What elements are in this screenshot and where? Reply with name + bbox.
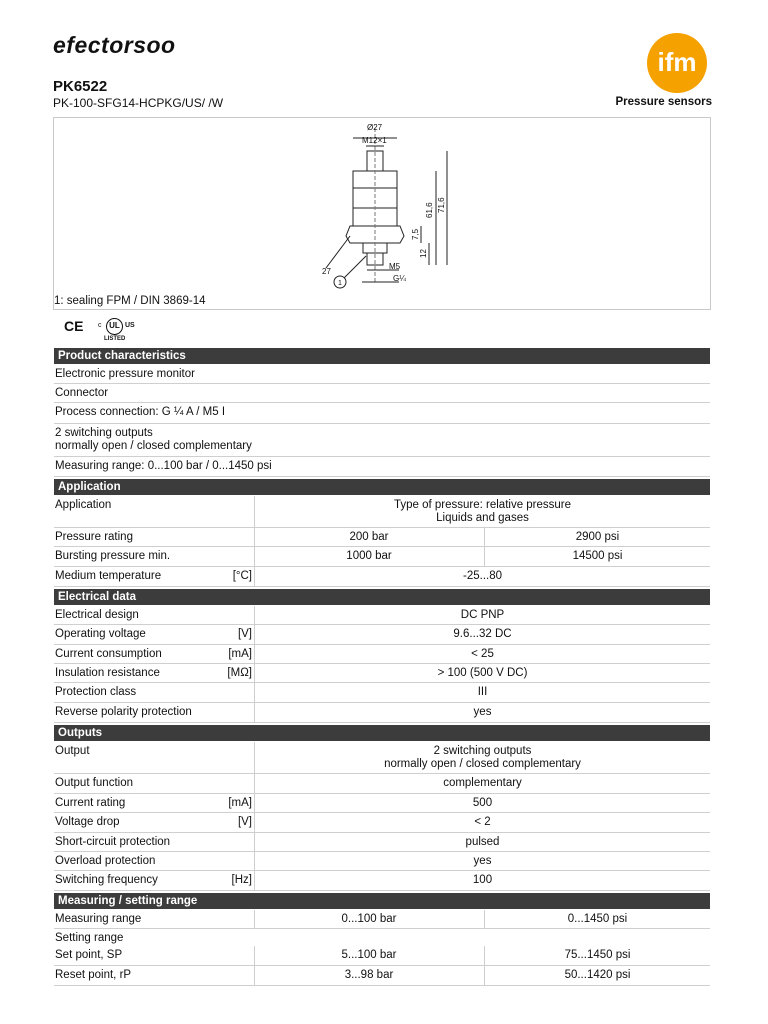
table-row — [54, 457, 710, 477]
section-application: Application — [54, 479, 710, 495]
table-row — [54, 813, 710, 833]
table-row — [54, 852, 710, 871]
table-row — [54, 424, 710, 457]
row-label: Operating voltage — [55, 628, 146, 640]
row-unit: [V] — [237, 816, 252, 828]
row-label: Electrical design — [55, 609, 139, 621]
row-value: complementary — [254, 774, 710, 794]
row-value-bar: 3...98 bar — [254, 966, 483, 986]
table-row — [54, 645, 710, 664]
table-row — [54, 929, 710, 946]
table-row — [54, 567, 710, 587]
row-value-psi: 50...1420 psi — [484, 966, 710, 986]
row-unit: [V] — [237, 628, 252, 640]
row-value: 2 switching outputs normally open / closed complementary — [254, 742, 710, 774]
dim-27: 27 — [322, 267, 331, 276]
section-electrical-data: Electrical data — [54, 589, 710, 605]
dim-m5: M5 — [389, 262, 401, 271]
table-row — [54, 365, 710, 384]
row-value: DC PNP — [254, 606, 710, 625]
row-unit: [mA] — [228, 648, 252, 660]
row-value-psi: 14500 psi — [484, 547, 710, 567]
row-unit: [Hz] — [231, 874, 252, 886]
row-value-bar: 200 bar — [254, 528, 483, 547]
row-value: Type of pressure: relative pressure Liquids and gases — [254, 496, 710, 528]
table-row — [54, 403, 710, 424]
ifm-logo — [647, 33, 707, 93]
row-label: Protection class — [55, 686, 137, 698]
table-row — [54, 606, 710, 625]
row-unit: [MΩ] — [227, 667, 252, 679]
dim-diameter: Ø27 — [367, 123, 383, 132]
row-value-psi: 0...1450 psi — [484, 910, 710, 929]
callout-number: 1 — [338, 280, 342, 287]
row-label: Measuring range — [55, 913, 142, 925]
section-measuring-setting-range: Measuring / setting range — [54, 893, 710, 909]
row-label: Short-circuit protection — [55, 836, 171, 848]
row-label: Connector — [55, 387, 109, 399]
dim-61-6: 61,6 — [425, 202, 434, 218]
ul-listed-mark — [98, 318, 134, 344]
row-label: Measuring range: 0...100 bar / 0...1450 psi — [55, 460, 272, 472]
row-value: < 2 — [254, 813, 710, 833]
row-label: Reverse polarity protection — [55, 706, 192, 718]
row-label: Voltage drop — [55, 816, 120, 828]
row-label: Application — [55, 499, 112, 511]
section-product-characteristics: Product characteristics — [54, 348, 710, 364]
logo-text: ifm — [657, 47, 697, 77]
row-value: yes — [254, 852, 710, 871]
table-row — [54, 833, 710, 852]
table-row — [54, 703, 710, 723]
ul-c: c — [98, 322, 102, 329]
row-value: pulsed — [254, 833, 710, 852]
row-value: 9.6...32 DC — [254, 625, 710, 645]
dimension-drawing — [53, 117, 711, 310]
row-unit: [°C] — [232, 570, 252, 582]
row-label: Electronic pressure monitor — [55, 368, 195, 380]
row-label: Medium temperature — [55, 570, 162, 582]
part-code: PK-100-SFG14-HCPKG/US/ /W — [53, 96, 224, 110]
part-number: PK6522 — [53, 78, 108, 95]
dim-g-quarter: G¼ — [393, 274, 406, 283]
row-value: 100 — [254, 871, 710, 891]
row-label: Insulation resistance — [55, 667, 160, 679]
sensor-drawing — [54, 118, 712, 311]
table-row — [54, 625, 710, 645]
row-value: > 100 (500 V DC) — [254, 664, 710, 683]
table-row — [54, 966, 710, 986]
dim-12: 12 — [419, 249, 428, 258]
table-row — [54, 774, 710, 794]
table-row — [54, 946, 710, 966]
ul-listed: LISTED — [104, 336, 126, 342]
category-label: Pressure sensors — [615, 96, 712, 108]
table-row — [54, 528, 710, 547]
row-value-psi: 2900 psi — [484, 528, 710, 547]
row-label: Bursting pressure min. — [55, 550, 171, 562]
row-value: < 25 — [254, 645, 710, 664]
row-label: Process connection: G ¼ A / M5 I — [55, 406, 226, 418]
ce-mark: CE — [64, 318, 84, 334]
table-row — [54, 683, 710, 703]
row-value: yes — [254, 703, 710, 723]
row-value: -25...80 — [254, 567, 710, 587]
row-label: Current consumption — [55, 648, 162, 660]
row-value-psi: 75...1450 psi — [484, 946, 710, 966]
row-label: Switching frequency — [55, 874, 158, 886]
row-label: Output — [55, 745, 90, 757]
row-label: Set point, SP — [55, 949, 123, 961]
table-row — [54, 664, 710, 683]
table-row — [54, 496, 710, 528]
table-row — [54, 384, 710, 403]
ul-circle: UL — [106, 318, 123, 335]
dim-71-6: 71,6 — [437, 197, 446, 213]
row-label: Reset point, rP — [55, 969, 132, 981]
table-row — [54, 547, 710, 567]
brand-wordmark: efectorsoo — [53, 32, 176, 58]
dim-thread: M12×1 — [362, 136, 387, 145]
section-outputs: Outputs — [54, 725, 710, 741]
row-value-bar: 5...100 bar — [254, 946, 483, 966]
row-label: 2 switching outputs normally open / closed complementary — [55, 427, 252, 452]
row-value-bar: 0...100 bar — [254, 910, 483, 929]
row-value: III — [254, 683, 710, 703]
row-label: Overload protection — [55, 855, 156, 867]
row-label: Pressure rating — [55, 531, 133, 543]
row-label: Output function — [55, 777, 133, 789]
row-value-bar: 1000 bar — [254, 547, 483, 567]
table-row — [54, 871, 710, 891]
dim-7-5: 7,5 — [411, 228, 420, 240]
table-row — [54, 794, 710, 813]
drawing-note: 1: sealing FPM / DIN 3869-14 — [54, 295, 206, 307]
row-value: 500 — [254, 794, 710, 813]
row-label: Current rating — [55, 797, 126, 809]
table-row — [54, 742, 710, 774]
table-row — [54, 910, 710, 929]
row-label: Setting range — [55, 932, 124, 944]
ul-us: US — [125, 322, 135, 329]
row-unit: [mA] — [228, 797, 252, 809]
